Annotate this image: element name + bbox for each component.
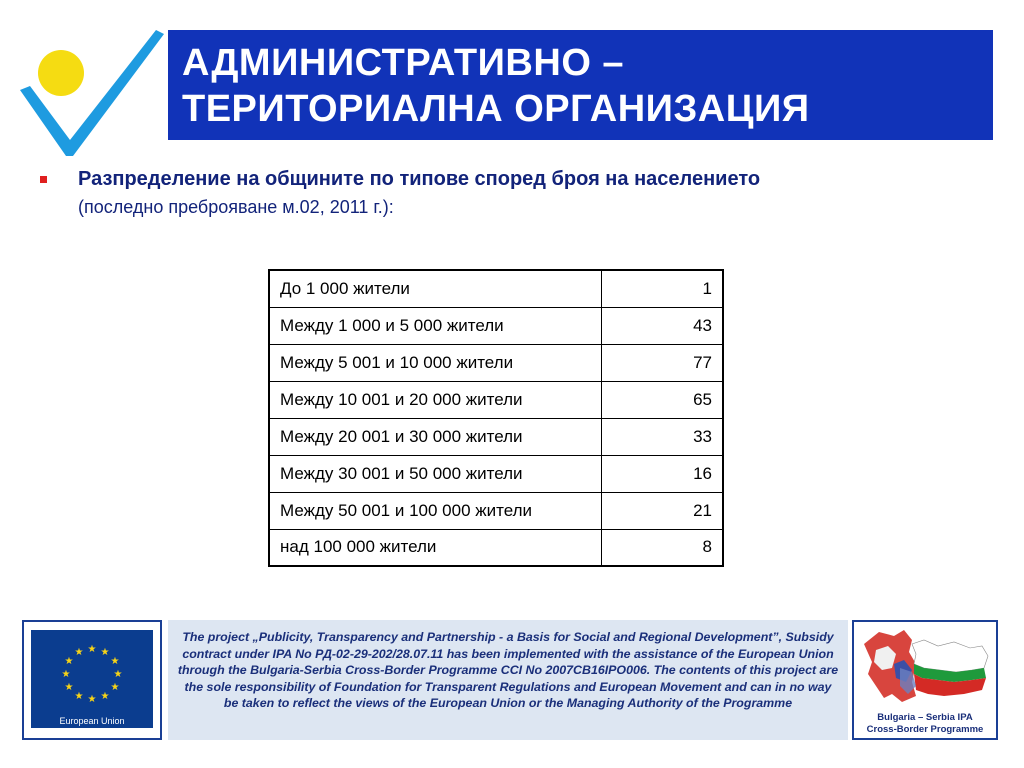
svg-text:★: ★ (74, 691, 84, 702)
checkmark-sun-logo (18, 28, 168, 158)
programme-logo (852, 620, 998, 740)
table-row (269, 418, 723, 455)
programme-name-line-2: Cross-Border Programme (866, 724, 984, 735)
row-label: Между 1 000 и 5 000 жители (269, 307, 601, 344)
bullet-subtext: (последно преброяване м.02, 2011 г.): (78, 197, 394, 217)
svg-text:★: ★ (110, 656, 120, 667)
svg-text:★: ★ (100, 691, 110, 702)
eu-flag-icon (31, 630, 153, 718)
bulgaria-serbia-map-icon (854, 624, 996, 710)
row-value: 65 (601, 381, 723, 418)
svg-text:★: ★ (110, 682, 120, 693)
population-table (268, 269, 724, 567)
table-row (269, 344, 723, 381)
footer (22, 620, 998, 740)
table-row (269, 455, 723, 492)
programme-name-line-1: Bulgaria – Serbia IPA (877, 712, 973, 723)
table-row (269, 381, 723, 418)
row-value: 8 (601, 529, 723, 566)
title-banner (168, 30, 993, 140)
bullet-square-icon (40, 176, 47, 183)
table-row (269, 529, 723, 566)
page-title-line-1: АДМИНИСТРАТИВНО – (182, 42, 625, 84)
row-label: Между 10 001 и 20 000 жители (269, 381, 601, 418)
table-row (269, 307, 723, 344)
svg-text:★: ★ (87, 694, 97, 705)
eu-label: European Union (31, 714, 153, 728)
svg-text:★: ★ (87, 644, 97, 655)
row-value: 33 (601, 418, 723, 455)
footer-disclaimer: The project „Publicity, Transparency and Partnership - a Basis for Social and Regional Development”, Subsidy contract under IPA No РД-02-29-202/28.07.11 has been implemented with the assistance of the European Union through the Bulgaria-Serbia Cross-Border Programme CCI No 2007CB16IPO006. The contents of this project are the sole responsibility of Foundation for Transparent Regulations and European Movement and can in no way be taken to reflect the views of the European Union or the Managing Authority of the Programme (168, 620, 848, 740)
row-label: Между 50 001 и 100 000 жители (269, 492, 601, 529)
svg-text:★: ★ (74, 647, 84, 658)
table-row (269, 270, 723, 307)
svg-text:★: ★ (64, 656, 74, 667)
row-label: над 100 000 жители (269, 529, 601, 566)
row-label: До 1 000 жители (269, 270, 601, 307)
row-value: 43 (601, 307, 723, 344)
svg-text:★: ★ (113, 669, 123, 680)
table-row (269, 492, 723, 529)
row-label: Между 30 001 и 50 000 жители (269, 455, 601, 492)
svg-text:★: ★ (64, 682, 74, 693)
svg-text:★: ★ (100, 647, 110, 658)
row-value: 77 (601, 344, 723, 381)
row-label: Между 20 001 и 30 000 жители (269, 418, 601, 455)
row-label: Между 5 001 и 10 000 жители (269, 344, 601, 381)
row-value: 1 (601, 270, 723, 307)
svg-text:★: ★ (61, 669, 71, 680)
eu-logo (22, 620, 162, 740)
row-value: 21 (601, 492, 723, 529)
page-title-line-2: ТЕРИТОРИАЛНА ОРГАНИЗАЦИЯ (182, 88, 810, 130)
bullet-heading: Разпределение на общините по типове според броя на населението (78, 168, 761, 190)
row-value: 16 (601, 455, 723, 492)
